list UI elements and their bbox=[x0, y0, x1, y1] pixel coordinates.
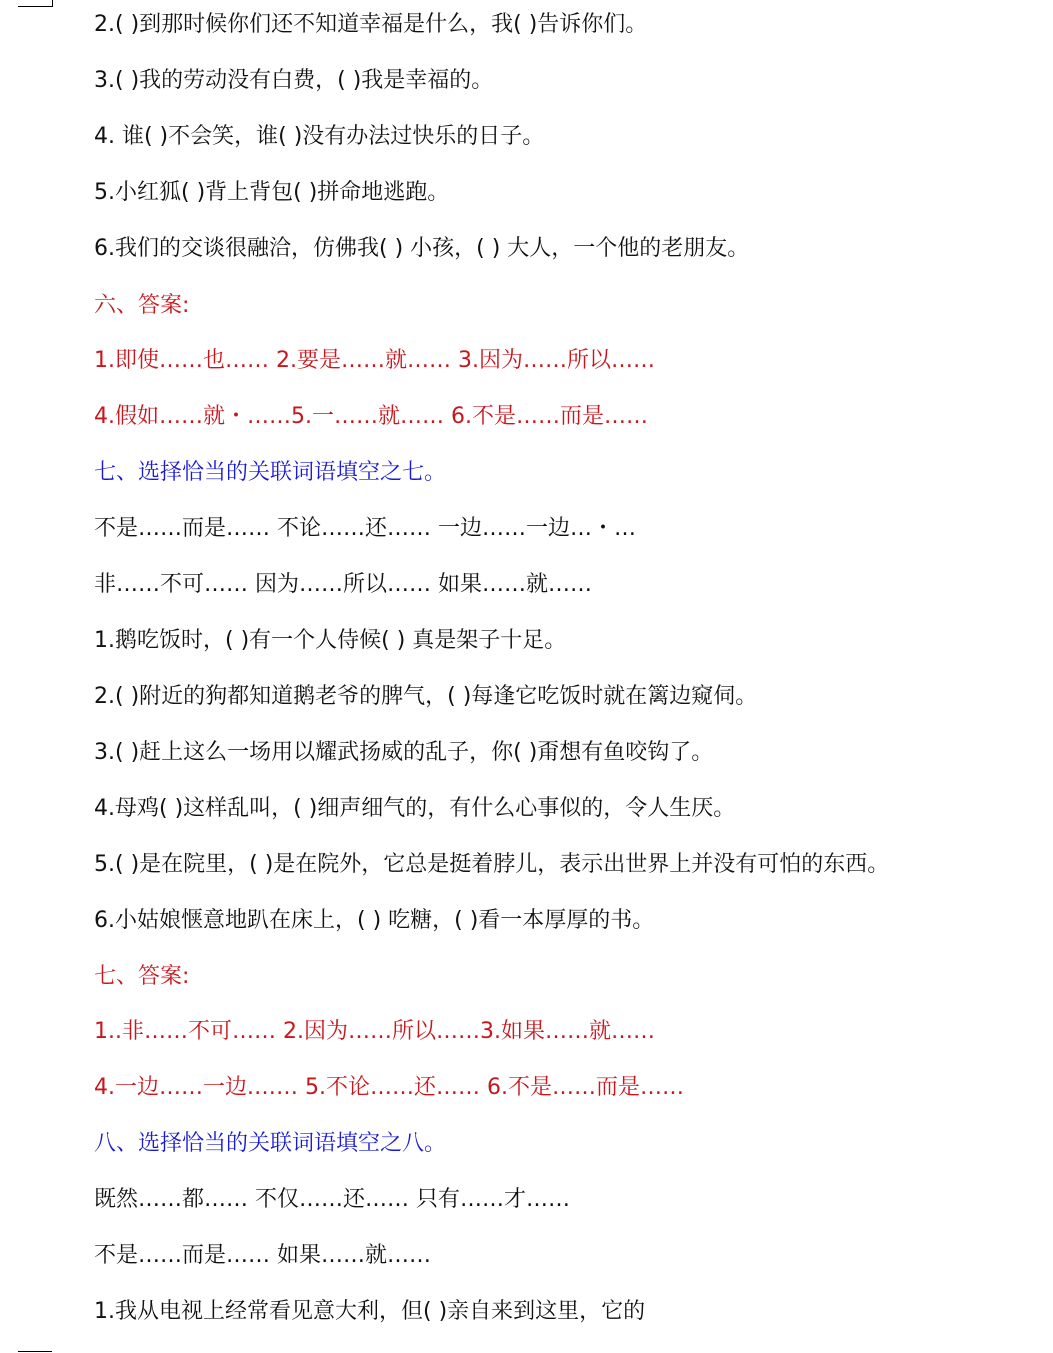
question-line: 6.小姑娘惬意地趴在床上，( ) 吃糖，( )看一本厚厚的书。 bbox=[94, 908, 655, 933]
question-line: 5.( )是在院里，( )是在院外，它总是挺着脖儿，表示出世界上并没有可怕的东西。 bbox=[94, 852, 890, 877]
question-line: 3.( )我的劳动没有白费，( )我是幸福的。 bbox=[94, 68, 494, 93]
question-line: 2.( )附近的狗都知道鹅老爷的脾气，( )每逢它吃饭时就在篱边窥伺。 bbox=[94, 684, 758, 709]
page-corner-mark-bottom bbox=[18, 1351, 52, 1352]
question-line: 1.我从电视上经常看见意大利，但( )亲自来到这里，它的 bbox=[94, 1299, 646, 1324]
answer-line: 1.即使……也…… 2.要是……就…… 3.因为……所以…… bbox=[94, 348, 655, 373]
section-heading: 七、选择恰当的关联词语填空之七。 bbox=[94, 460, 447, 485]
question-line: 1.鹅吃饭时，( )有一个人侍候( ) 真是架子十足。 bbox=[94, 628, 567, 653]
page-corner-mark-top bbox=[18, 0, 53, 7]
section-heading: 八、选择恰当的关联词语填空之八。 bbox=[94, 1131, 447, 1156]
answer-line: 1..非……不可…… 2.因为……所以……3.如果……就…… bbox=[94, 1019, 655, 1044]
question-line: 4.母鸡( )这样乱叫，( )细声细气的，有什么心事似的，令人生厌。 bbox=[94, 796, 736, 821]
word-bank-line: 不是……而是…… 不论……还…… 一边……一边…・… bbox=[94, 516, 636, 541]
answer-heading: 六、答案: bbox=[94, 293, 190, 318]
question-line: 4. 谁( )不会笑，谁( )没有办法过快乐的日子。 bbox=[94, 124, 545, 149]
question-line: 5.小红狐( )背上背包( )拼命地逃跑。 bbox=[94, 180, 450, 205]
word-bank-line: 不是……而是…… 如果……就…… bbox=[94, 1243, 431, 1268]
answer-line: 4.假如……就・……5.一……就…… 6.不是……而是…… bbox=[94, 404, 648, 429]
answer-heading: 七、答案: bbox=[94, 964, 190, 989]
question-line: 2.( )到那时候你们还不知道幸福是什么，我( )告诉你们。 bbox=[94, 12, 648, 37]
question-line: 6.我们的交谈很融洽，仿佛我( ) 小孩，( ) 大人，一个他的老朋友。 bbox=[94, 236, 750, 261]
answer-line: 4.一边……一边.…… 5.不论……还…… 6.不是……而是…… bbox=[94, 1075, 684, 1100]
word-bank-line: 既然……都…… 不仅……还…… 只有……才…… bbox=[94, 1187, 570, 1212]
question-line: 3.( )赶上这么一场用以耀武扬威的乱子，你( )甭想有鱼咬钩了。 bbox=[94, 740, 714, 765]
word-bank-line: 非……不可…… 因为……所以…… 如果……就…… bbox=[94, 572, 592, 597]
